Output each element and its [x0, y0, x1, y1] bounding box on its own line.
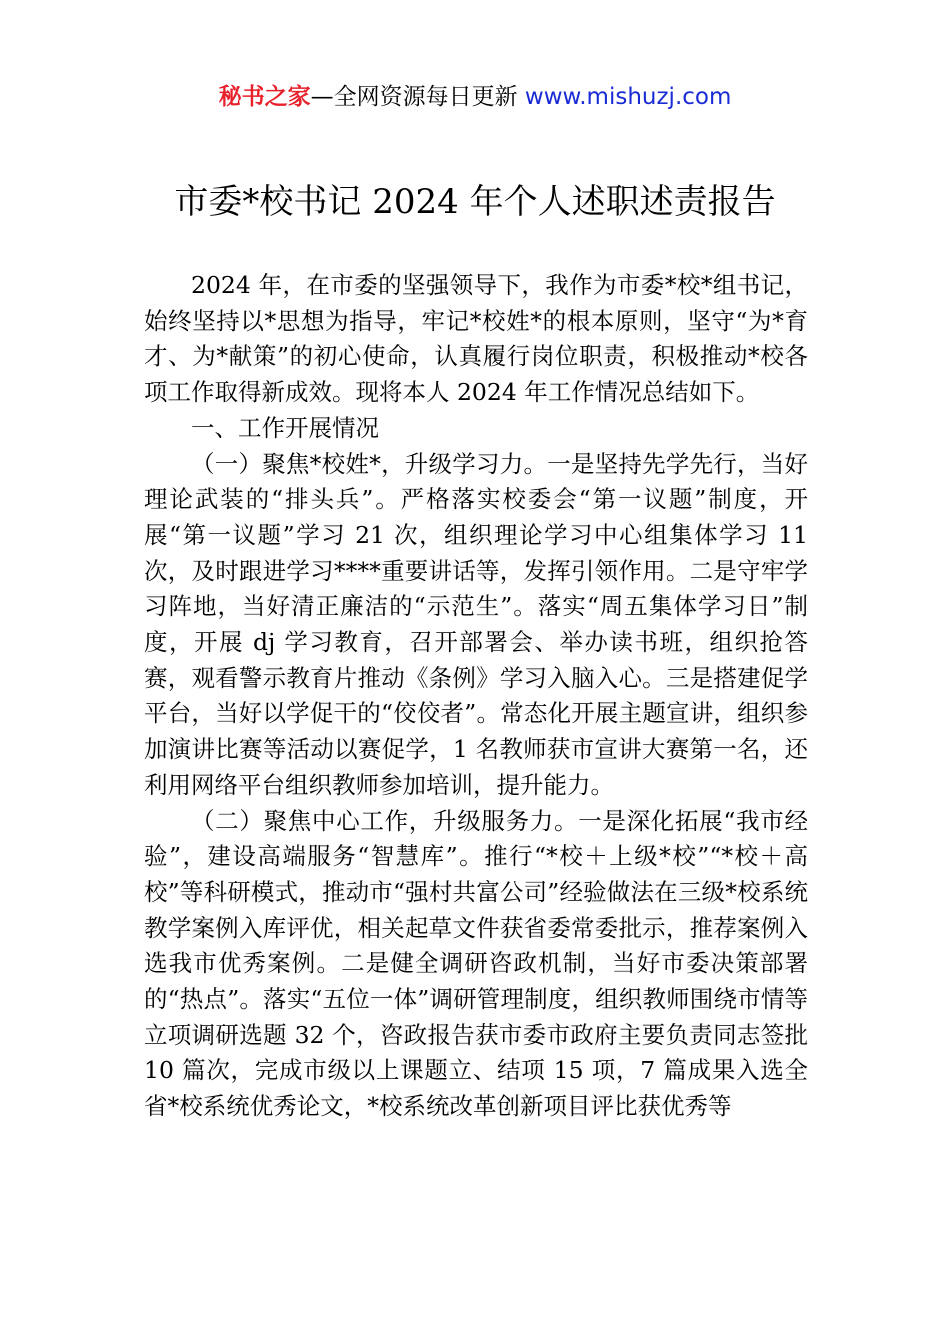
- site-brand: 秘书之家: [218, 84, 311, 110]
- body-paragraph: （二）聚焦中心工作，升级服务力。一是深化拓展“我市经验”，建设高端服务“智慧库”。推行“*校＋上级*校”“*校＋高校”等科研模式，推动市“强村共富公司”经验做法在三级*校系统教学案例入库评优，相关起草文件获省委常委批示，推荐案例入选我市优秀案例。二是健全调研咨政机制，当好市委决策部署的“热点”。落实“五位一体”调研管理制度，组织教师围绕市情等立项调研选题 32 个，咨政报告获市委市政府主要负责同志签批 10 篇次，完成市级以上课题立、结项 15 项，7 篇成果入选全省*校系统优秀论文，*校系统改革创新项目评比获优秀等: [144, 806, 808, 1121]
- body-paragraph: （一）聚焦*校姓*，升级学习力。一是坚持先学先行，当好理论武装的“排头兵”。严格落实校委会“第一议题”制度，开展“第一议题”学习 21 次，组织理论学习中心组集体学习 11 次，及时跟进学习****重要讲话等，发挥引领作用。二是守牢学习阵地，当好清正廉洁的“示范生”。落实“周五集体学习日”制度，开展 dj 学习教育，召开部署会、举办读书班，组织抢答赛，观看警示教育片推动《条例》学习入脑入心。三是搭建促学平台，当好以学促干的“佼佼者”。常态化开展主题宣讲，组织参加演讲比赛等活动以赛促学，1 名教师获市宣讲大赛第一名，还利用网络平台组织教师参加培训，提升能力。: [144, 449, 808, 799]
- site-header: [0, 80, 950, 114]
- site-tagline: —全网资源每日更新: [310, 84, 525, 110]
- intro-paragraph: 2024 年，在市委的坚强领导下，我作为市委*校*组书记，始终坚持以*思想为指导，牢记*校姓*的根本原则，坚守“为*育才、为*献策”的初心使命，认真履行岗位职责，积极推动*校各项工作取得新成效。现将本人 2024 年工作情况总结如下。: [144, 271, 808, 407]
- site-url-link[interactable]: www.mishuzj.com: [524, 84, 732, 110]
- document-title: 市委*校书记 2024 年个人述职述责报告: [174, 182, 776, 222]
- section-heading: 一、工作开展情况: [191, 413, 379, 442]
- document-body: [144, 268, 808, 1125]
